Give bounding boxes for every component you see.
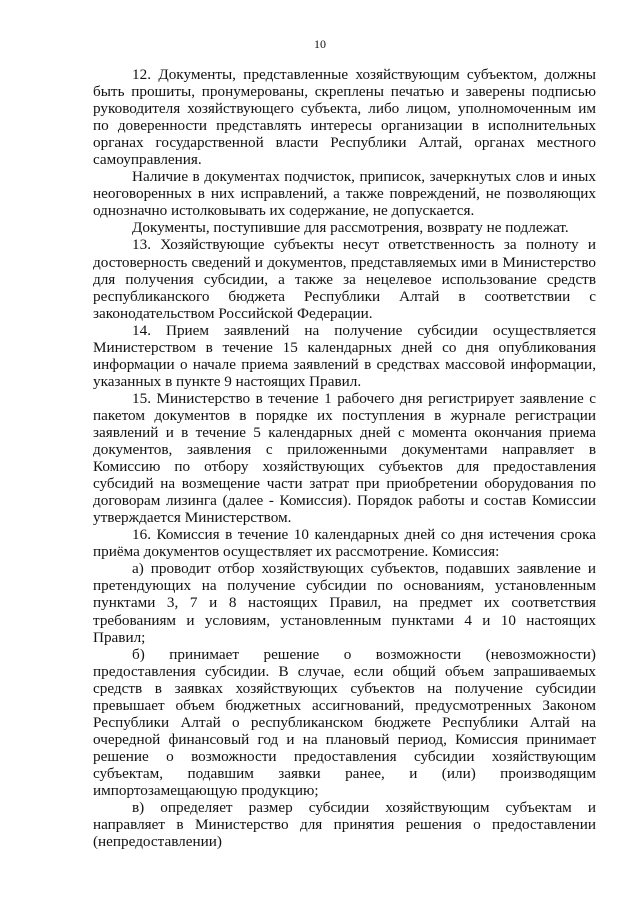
paragraph-no-return: Документы, поступившие для рассмотрения, возврату не подлежат. (132, 219, 569, 237)
document-body (93, 66, 596, 850)
paragraph-16-b: б) принимает решение о возможности (невозможности) предоставления субсидии. В случае, если общий объем запрашиваемых средств в заявках хозяйствующих субъектов на получение субсидии превышает объем бюджетных ассигнований, предусмотренных Законом Республики Алтай о республиканском бюджете Республики Алтай на очередной финансовый год и на плановый период, Комиссия принимает решение о возможности предоставления субсидии хозяйствующим субъектам, подавшим заявки ранее, и (или) производящим импортозамещающую продукцию; (93, 645, 596, 799)
paragraph-12: 12. Документы, представленные хозяйствующим субъектом, должны быть прошиты, пронумерованы, скреплены печатью и заверены подписью руководителя хозяйствующего субъекта, либо лицом, уполномоченным им по доверенности представлять интересы организации в исполнительных органах государственной власти Республики Алтай, органах местного самоуправления. (93, 66, 596, 169)
paragraph-16-a: а) проводит отбор хозяйствующих субъектов, подавших заявление и претендующих на получение субсидии по основаниям, установленным пунктами 3, 7 и 8 настоящих Правил, на предмет их соответствия требованиям и условиям, установленным пунктами 4 и 10 настоящих Правил; (93, 560, 596, 646)
paragraph-15: 15. Министерство в течение 1 рабочего дня регистрирует заявление с пакетом документов в порядке их поступления в журнале регистрации заявлений и в течение 5 календарных дней с момента окончания приема документов, заявления с приложенными документами направляет в Комиссию по отбору хозяйствующих субъектов для предоставления субсидий на возмещение части затрат при приобретении оборудования по договорам лизинга (далее - Комиссия). Порядок работы и состав Комиссии утверждается Министерством. (93, 389, 596, 527)
paragraph-corrections: Наличие в документах подчисток, приписок, зачеркнутых слов и иных неоговоренных в них исправлений, а также повреждений, не позволяющих однозначно истолковывать их содержание, не допускается. (93, 168, 596, 220)
page-number: 10 (314, 37, 326, 51)
paragraph-14: 14. Прием заявлений на получение субсидии осуществляется Министерством в течение 15 календарных дней со дня опубликования информации о начале приема заявлений в средствах массовой информации, указанных в пункте 9 настоящих Правил. (93, 321, 596, 390)
paragraph-13: 13. Хозяйствующие субъекты несут ответственность за полноту и достоверность сведений и документов, представляемых ими в Министерство для получения субсидии, а также за нецелевое использование средств республиканского бюджета Республики Алтай в соответствии с законодательством Российской Федерации. (93, 236, 596, 322)
paragraph-16: 16. Комиссия в течение 10 календарных дней со дня истечения срока приёма документов осуществляет их рассмотрение. Комиссия: (93, 526, 596, 561)
paragraph-16-v: в) определяет размер субсидии хозяйствующим субъектам и направляет в Министерство для принятия решения о предоставлении (непредоставлении) (93, 799, 596, 851)
